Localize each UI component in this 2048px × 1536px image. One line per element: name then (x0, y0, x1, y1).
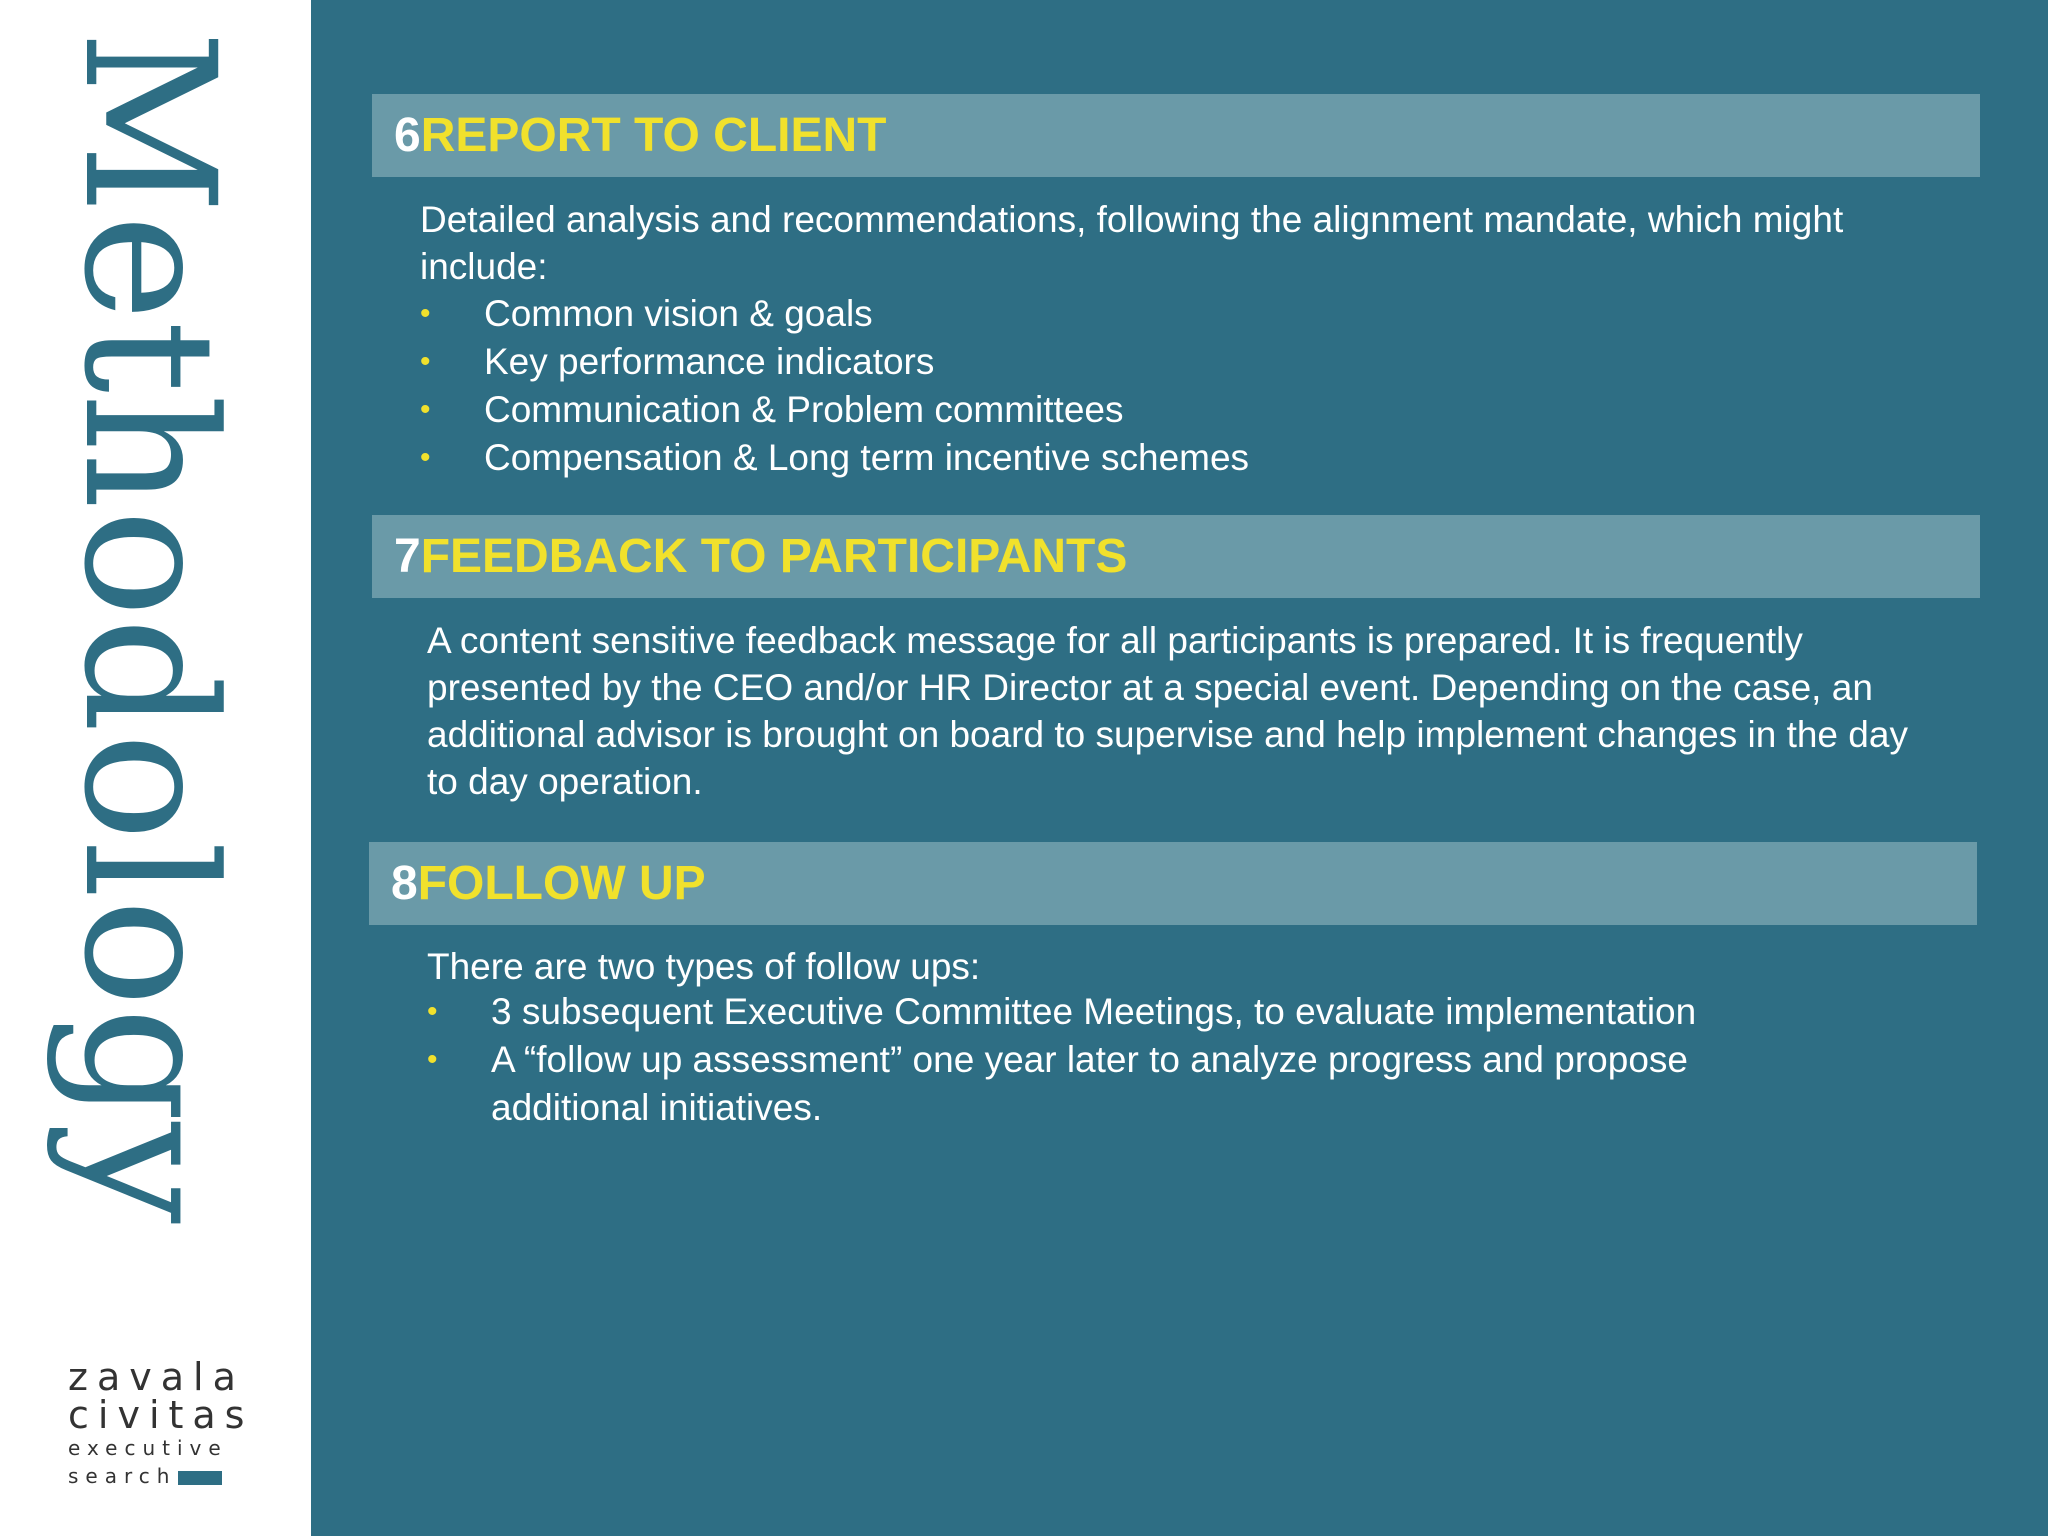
list-item: • A “follow up assessment” one year later to analyze progress and propose additional initiatives. (427, 1036, 1847, 1132)
bullet-icon: • (420, 297, 431, 330)
section-header-follow-up (369, 842, 1977, 925)
bullet-icon: • (420, 441, 431, 474)
logo-line-1: zavala (68, 1355, 245, 1399)
section-title: REPORT TO CLIENT (420, 109, 887, 162)
logo-bar (178, 1471, 222, 1485)
logo-line-2: civitas (68, 1393, 254, 1437)
list-item: • Common vision & goals (420, 290, 1920, 338)
section-number: 8 (391, 857, 418, 910)
bullet-icon: • (420, 393, 431, 426)
list-item: • 3 subsequent Executive Committee Meetings, to evaluate implementation (427, 988, 1847, 1036)
list-item: • Communication & Problem committees (420, 386, 1920, 434)
bullet-icon: • (427, 995, 438, 1028)
section-title: FEEDBACK TO PARTICIPANTS (420, 530, 1128, 583)
logo-line-4: search (68, 1464, 177, 1488)
section-intro-follow-up: There are two types of follow ups: (427, 946, 981, 987)
company-logo (68, 1355, 258, 1490)
section-title: FOLLOW UP (417, 857, 706, 910)
bullet-list-follow-up (427, 988, 1847, 1132)
section-intro-report-to-client: Detailed analysis and recommendations, following the alignment mandate, which might include: (420, 199, 1844, 287)
section-header-report-to-client (372, 94, 1980, 177)
section-intro-feedback-to-participants: A content sensitive feedback message for all participants is prepared. It is frequently presented by the CEO and/or HR Director at a special event. Depending on the case, an additional advisor is brought on board to supervise and help implement changes in the day to day operation. (427, 620, 1908, 802)
list-item: • Key performance indicators (420, 338, 1920, 386)
section-number: 6 (394, 109, 421, 162)
list-item: • Compensation & Long term incentive schemes (420, 434, 1920, 482)
logo-line-3: executive (68, 1436, 228, 1460)
section-number: 7 (394, 530, 421, 583)
vertical-title: Methodology (44, 30, 253, 1224)
section-header-feedback-to-participants (372, 515, 1980, 598)
bullet-icon: • (420, 345, 431, 378)
bullet-list-report-to-client (420, 290, 1920, 482)
logo-line-4-row (68, 1462, 258, 1490)
bullet-icon: • (427, 1043, 438, 1076)
sidebar (0, 0, 311, 1536)
